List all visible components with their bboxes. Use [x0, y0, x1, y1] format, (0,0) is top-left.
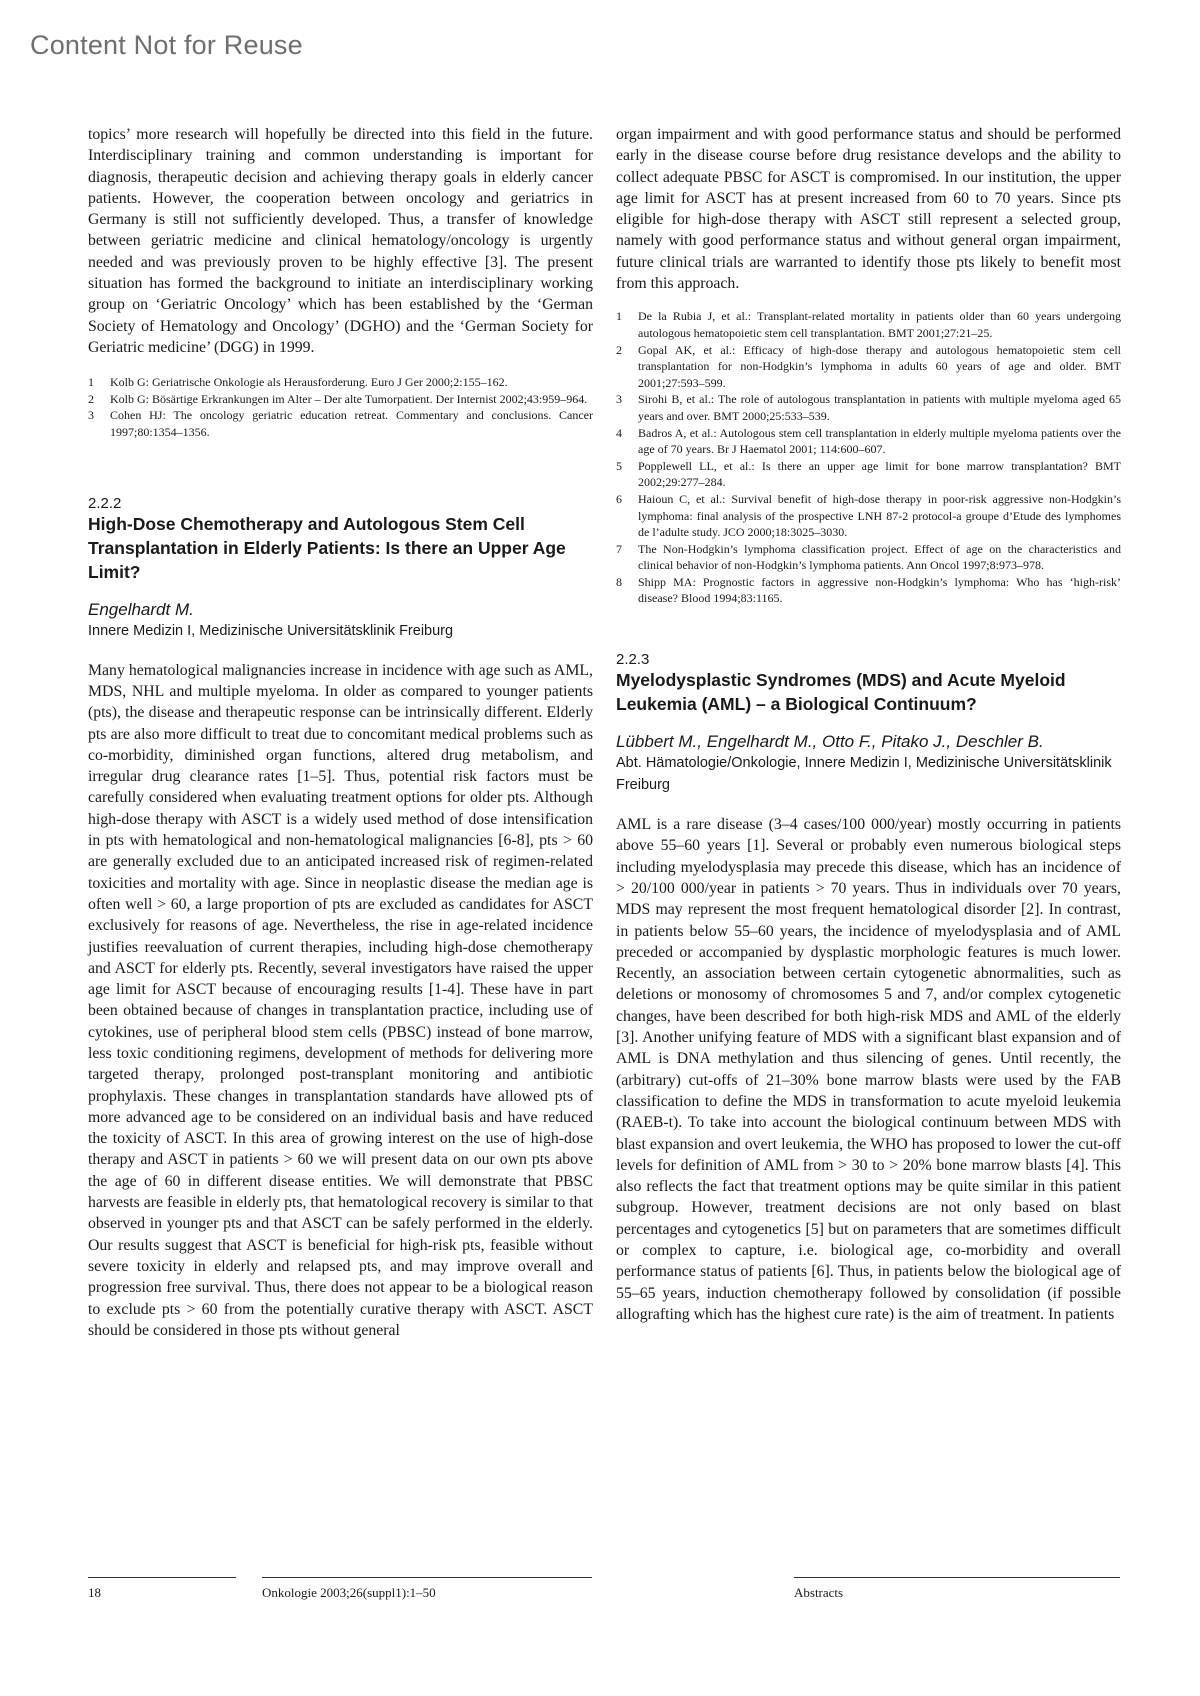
- reference-item: 2 Gopal AK, et al.: Efficacy of high-dose therapy and autologous hematopoietic stem cell transplantation for non-Hodgkin’s lymphoma in adults 60 years of age and older. BMT 2001;27:593–599.: [616, 342, 1121, 390]
- watermark-text: Content Not for Reuse: [30, 30, 303, 60]
- reference-list-right: [616, 308, 1121, 607]
- page-number: 18: [88, 1585, 101, 1600]
- reference-item: 7 The Non-Hodgkin’s lymphoma classification project. Effect of age on the characteristics and clinical behavior of non-Hodgkin’s lymphoma patients. Ann Oncol 1997;8:973–978.: [616, 541, 1121, 573]
- left-column: [88, 124, 593, 1341]
- section-title: Myelodysplastic Syndromes (MDS) and Acute Myeloid Leukemia (AML) – a Biological Continuum?: [616, 670, 1066, 715]
- footer-rule: [262, 1577, 592, 1578]
- footer-rule: [794, 1577, 1120, 1578]
- section-2-2-3: [616, 651, 1121, 1325]
- section-body: Many hematological malignancies increase in incidence with age such as AML, MDS, NHL and multiple myeloma. In older as compared to younger patients (pts), the disease and therapeutic response can be intrinsically different. Elderly pts are also more difficult to treat due to concomitant medical problems such as co-morbidity, diminished organ functions, altered drug metabolism, and irregular drug clearance rates [1–5]. Thus, potential risk factors must be carefully considered when evaluating treatment options for older pts. Although high-dose therapy with ASCT is a widely used method of dose intensification in pts with hematological and non-hematological malignancies [6-8], pts > 60 are generally excluded due to an anticipated increased risk of regimen-related toxicities and mortality with age. Since in neoplastic disease the median age is often well > 60, a large proportion of pts are excluded as candidates for ASCT exclusively for reasons of age. Nevertheless, the rise in age-related incidence justifies reevaluation of current therapies, including high-dose chemotherapy and ASCT for elderly pts. Recently, several investigators have raised the upper age limit for ASCT because of encouraging results [1-4]. These have in part been obtained because of changes in transplantation practice, including use of cytokines, use of peripheral blood stem cells (PBSC) instead of bone marrow, less toxic conditioning regimens, development of methods for delivering more targeted therapy, prolonged post-transplant monitoring and antibiotic prophylaxis. These changes in transplantation standards have allowed pts of more advanced age to be considered on an individual basis and have reduced the toxicity of ASCT. In this area of growing interest on the use of high-dose therapy and ASCT in patients > 60 we will present data on our own pts above the age of 60 in different disease entities. We will demonstrate that PBSC harvests are feasible in elderly pts, that hematological recovery is similar to that observed in younger pts and that ASCT can be safely performed in the elderly. Our results suggest that ASCT is beneficial for high-risk pts, feasible without severe toxicity in elderly and relapsed pts, and may improve overall and progression free survival. Thus, there does not appear to be a biological reason to exclude pts > 60 from the potentially curative therapy with ASCT. ASCT should be considered in those pts without general: [88, 661, 593, 1339]
- section-authors: Lübbert M., Engelhardt M., Otto F., Pitako J., Deschler B.: [616, 732, 1044, 752]
- section-title: High-Dose Chemotherapy and Autologous Stem Cell Transplantation in Elderly Patients: Is there an Upper Age Limit?: [88, 513, 566, 582]
- section-affiliation: Innere Medizin I, Medizinische Universitätsklinik Freiburg: [88, 622, 454, 639]
- reference-item: 4 Badros A, et al.: Autologous stem cell transplantation in elderly multiple myeloma patients over the age of 70 years. Br J Haematol 2001; 114:600–607.: [616, 425, 1121, 457]
- footer-rule: [88, 1577, 236, 1578]
- right-column: [616, 124, 1121, 1325]
- section-number: 2.2.3: [616, 651, 650, 669]
- section-label: Abstracts: [794, 1585, 844, 1600]
- reference-list-left: [88, 374, 593, 440]
- reference-item: 2 Kolb G: Bösärtige Erkrankungen im Alter – Der alte Tumorpatient. Der Internist 2002;43:959–964.: [88, 391, 588, 406]
- reference-item: 6 Haioun C, et al.: Survival benefit of high-dose therapy in poor-risk aggressive non-Hodgkin’s lymphoma: final analysis of the prospective LNH 87-2 protocol-a groupe d’Etude des lymphomes de l’adulte study. JCO 2000;18:3025–3030.: [616, 491, 1121, 540]
- section-number: 2.2.2: [88, 494, 122, 512]
- reference-item: 1 Kolb G: Geriatrische Onkologie als Herausforderung. Euro J Ger 2000;2:155–162.: [88, 375, 508, 390]
- section-authors: Engelhardt M.: [88, 599, 194, 619]
- reference-item: 3 Cohen HJ: The oncology geriatric education retreat. Commentary and conclusions. Cancer 1997;80:1354–1356.: [88, 408, 593, 440]
- section-body: AML is a rare disease (3–4 cases/100 000/year) mostly occurring in patients above 55–60 years [1]. Several or probably even numerous biological steps including myelodysplasia may precede this disease, which has an incidence of > 20/100 000/year in patients > 70 years. Thus in individuals over 70 years, MDS may represent the most frequent hematological disorder [2]. In contrast, in patients below 55–60 years, the incidence of myelodysplasia and of AML preceded or accompanied by dysplastic morphologic features is much lower. Recently, an association between certain cytogenetic abnormalities, such as deletions or monosomy of chromosomes 5 and 7, and/or complex cytogenetic changes, have been described for both high-risk MDS and AML of the elderly [3]. Another unifying feature of MDS with a significant blast expansion and of AML is DNA methylation and thus silencing of genes. Until recently, the (arbitrary) cut-offs of 21–30% bone marrow blasts were used by the FAB classification to define the MDS in transformation to acute myeloid leukemia (RAEB-t). To take into account the biological continuum between MDS with blast expansion and overt leukemia, the WHO has proposed to lower the cut-off levels for definition of AML from > 30 to > 20% bone marrow blasts [4]. This also reflects the fact that treatment options may be quite similar in this patient subgroup. However, treatment decisions are not only based on blast percentages and cytogenetics [5] but on parameters that are sometimes difficult or complex to capture, i.e. biological age, co-morbidity and overall performance status of patients [6]. Thus, in patients below the biological age of 55–65 years, induction chemotherapy followed by consolidation (if possible allografting which has the highest cure rate) is the aim of treatment. In patients: [616, 816, 1121, 1323]
- continued-paragraph: organ impairment and with good performance status and should be performed early in the disease course before drug resistance develops and the ability to collect adequate PBSC for ASCT is compromised. In our institution, the upper age limit for ASCT has at present increased from 60 to 70 years. Since pts eligible for high-dose therapy with ASCT still represent a selected group, namely with good performance status and without general organ impairment, future clinical trials are warranted to identify those pts likely to benefit most from this approach.: [616, 126, 1121, 293]
- reference-item: 1 De la Rubia J, et al.: Transplant-related mortality in patients older than 60 years undergoing autologous hematopoietic stem cell transplantation. BMT 2001;27:21–25.: [616, 309, 1121, 340]
- section-affiliation: Abt. Hämatologie/Onkologie, Innere Medizin I, Medizinische Universitätsklinik Freiburg: [616, 755, 1112, 794]
- intro-paragraph: topics’ more research will hopefully be directed into this field in the future. Interdisciplinary training and common understanding is important for diagnosis, therapeutic decision and achieving therapy goals in elderly cancer patients. However, the cooperation between oncology and geriatrics in Germany is still not sufficiently developed. Thus, a transfer of knowledge between geriatric medicine and clinical hematology/oncology is urgently needed and was previously proven to be highly effective [3]. The present situation has formed the background to initiate an interdisciplinary working group on ‘Geriatric Oncology’ which has been established by the ‘German Society of Hematology and Oncology’ (DGHO) and the ‘German Society for Geriatric medicine’ (DGG) in 1999.: [88, 126, 593, 356]
- section-2-2-2: [88, 495, 593, 1342]
- reference-item: 3 Sirohi B, et al.: The role of autologous transplantation in patients with multiple myeloma aged 65 years and over. BMT 2000;25:533–539.: [616, 392, 1121, 423]
- reference-item: 5 Popplewell LL, et al.: Is there an upper age limit for bone marrow transplantation? BMT 2002;29:277–284.: [616, 458, 1121, 490]
- journal-citation: Onkologie 2003;26(suppl1):1–50: [262, 1585, 436, 1600]
- reference-item: 8 Shipp MA: Prognostic factors in aggressive non-Hodgkin’s lymphoma: Who has ‘high-risk’ disease? Blood 1994;83:1165.: [616, 574, 1121, 606]
